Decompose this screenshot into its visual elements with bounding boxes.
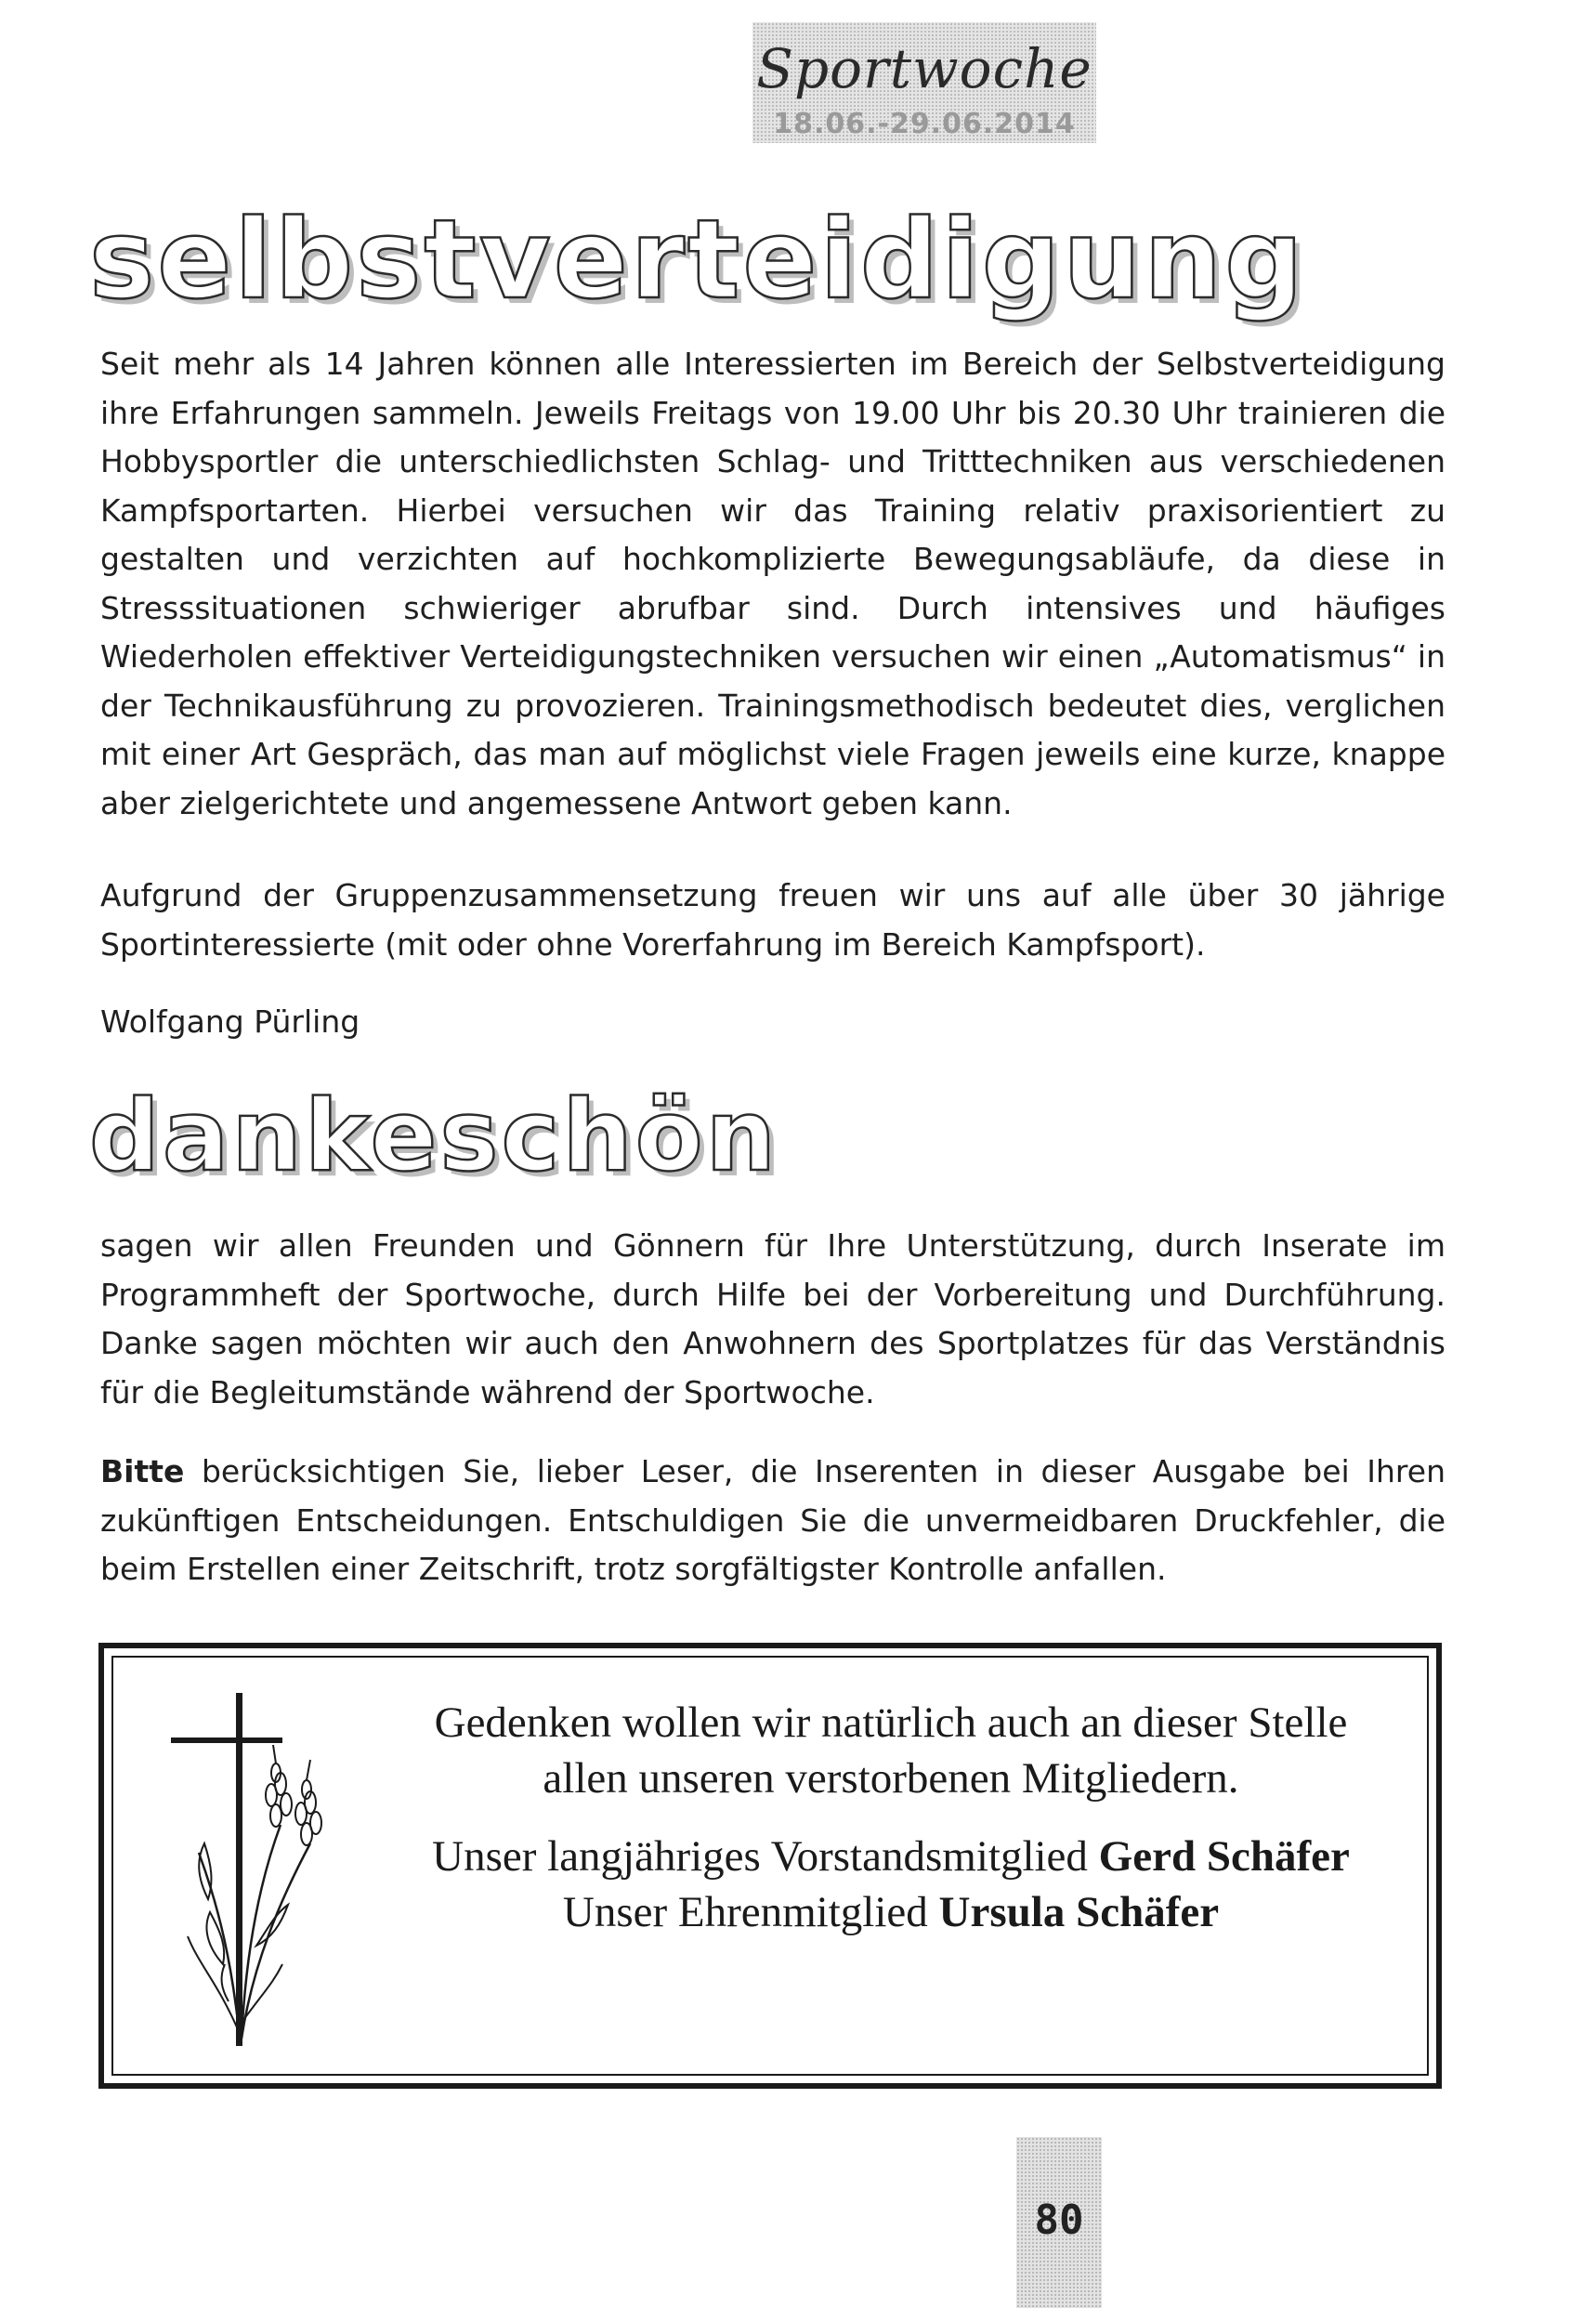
memorial-line-1: Gedenken wollen wir natürlich auch an dieser Stelle: [434, 1698, 1348, 1747]
memorial-line-3-prefix: Unser langjähriges Vorstandsmitglied: [432, 1832, 1099, 1881]
event-dates: 18.06.-29.06.2014: [773, 108, 1076, 140]
memorial-name-gerd: Gerd Schäfer: [1098, 1832, 1350, 1881]
page-number: 80: [1016, 2137, 1102, 2308]
selbstverteidigung-paragraph-2: Aufgrund der Gruppenzusammensetzung freuen wir uns auf alle über 30 jährige Sportinteressierte (mit oder ohne Vorerfahrung im Bereich Kampfsport).: [100, 877, 1446, 963]
dankeschoen-paragraph-2-text: berücksichtigen Sie, lieber Leser, die Inserenten in dieser Ausgabe bei Ihren zukünftigen Entscheidungen. Entschuldigen Sie die unvermeidbaren Druckfehler, die beim Erstellen einer Zeitschrift, trotz sorgfältigster Kontrolle anfallen.: [100, 1453, 1446, 1587]
bitte-lead-word: Bitte: [100, 1453, 185, 1489]
memorial-line-3: [392, 1829, 1390, 1884]
memorial-line-2: allen unseren verstorbenen Mitgliedern.: [543, 1754, 1239, 1803]
memorial-inner-frame: [111, 1656, 1429, 2076]
memorial-line-4: [392, 1884, 1390, 1940]
dankeschoen-paragraph-2: [100, 1448, 1446, 1594]
header-tab: [752, 22, 1096, 143]
memorial-text: [392, 1695, 1390, 1940]
memorial-name-ursula: Ursula Schäfer: [938, 1888, 1220, 1936]
memorial-box: [98, 1643, 1442, 2089]
brand-logo: Sportwoche: [756, 37, 1092, 100]
dankeschoen-paragraph-1: sagen wir allen Freunden und Gönnern für Ihre Unterstützung, durch Inserate im Programmheft der Sportwoche, durch Hilfe bei der Vorbereitung und Durchführung. Danke sagen möchten wir auch den Anwohnern des Sportplatzes für das Verständnis für die Begleitumstände während der Sportwoche.: [100, 1227, 1446, 1410]
section-heading-dankeschoen: dankeschön: [89, 1079, 779, 1193]
author-signature: Wolfgang Pürling: [100, 1003, 360, 1040]
selbstverteidigung-paragraph-1: Seit mehr als 14 Jahren können alle Interessierten im Bereich der Selbstverteidigung ihre Erfahrungen sammeln. Jeweils Freitags von 19.00 Uhr bis 20.30 Uhr trainieren die Hobbysportler die unterschiedlichsten Schlag- und Tritttechniken aus verschiedenen Kampfsportarten. Hierbei versuchen wir das Training relativ praxisorientiert zu gestalten und verzichten auf hochkomplizierte Bewegungsabläufe, da diese in Stresssituationen schwieriger abrufbar sind. Durch intensives und häufiges Wiederholen effektiver Verteidigungstechniken versuchen wir einen „Automatismus“ in der Technikausführung zu provozieren. Trainingsmethodisch bedeutet dies, verglichen mit einer Art Gespräch, das man auf möglichst viele Fragen jeweils eine kurze, knappe aber zielgerichtete und angemessene Antwort geben kann.: [100, 346, 1446, 821]
memorial-line-4-prefix: Unser Ehrenmitglied: [562, 1888, 939, 1936]
cross-with-wheat-icon: [171, 1685, 357, 2057]
section-heading-selbstverteidigung: selbstverteidigung: [89, 195, 1306, 323]
